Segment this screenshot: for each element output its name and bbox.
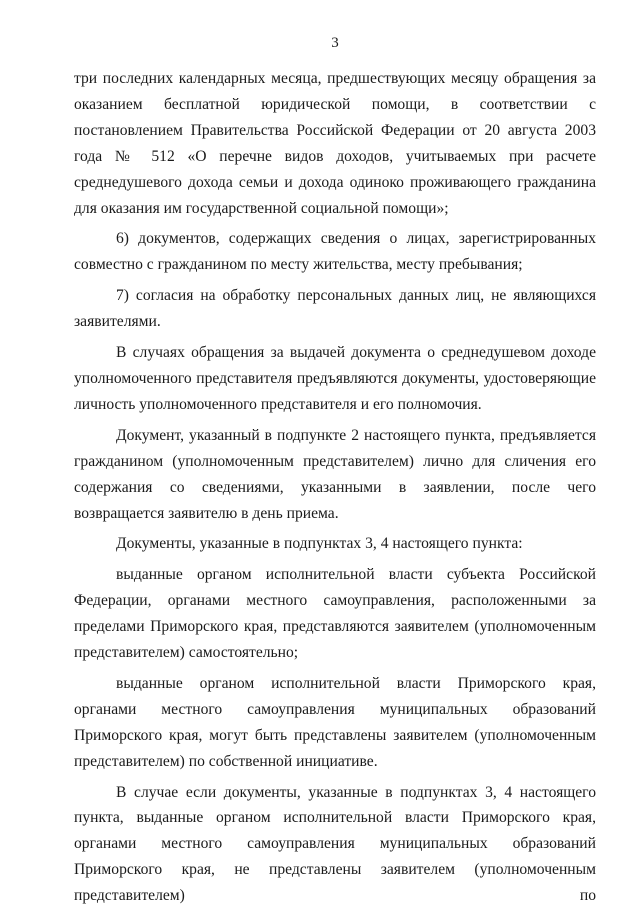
paragraph-income-period: три последних календарных месяца, предшествующих месяцу обращения за оказанием бесплатной юридической помощи, в соответствии с постановлением Правительства Российской Федерации от 20 августа 2003 года № 512 «О перечне видов доходов, учитываемых при расчете среднедушевого дохода семьи и дохода одиноко проживающего гражданина для оказания им государственной социальной помощи»;	[74, 70, 596, 217]
paragraph-item-7: 7) согласия на обработку персональных данных лиц, не являющихся заявителями.	[74, 287, 596, 331]
paragraph-item-6: 6) документов, содержащих сведения о лицах, зарегистрированных совместно с гражданином по месту жительства, месту пребывания;	[74, 230, 596, 274]
paragraph-not-submitted: В случае если документы, указанные в подпунктах 3, 4 настоящего пункта, выданные органом исполнительной власти Приморского края, органами местного самоуправления муниципальных образований Приморского края, не представлены заявителем (уполномоченным представителем) по	[74, 783, 596, 905]
paragraph-documents-subitems-3-4: Документы, указанные в подпунктах 3, 4 настоящего пункта:	[116, 535, 523, 553]
paragraph-issued-primorsky: выданные органом исполнительной власти Приморского края, органами местного самоуправления муниципальных образований Приморского края, могут быть представлены заявителем (уполномоченным представителем) по собственной инициативе.	[74, 674, 596, 770]
paragraph-issued-outside-region: выданные органом исполнительной власти субъекта Российской Федерации, органами местного самоуправления, расположенными за пределами Приморского края, представляются заявителем (уполномоченным представителем) самостоятельно;	[74, 566, 596, 662]
page-number: 3	[331, 35, 339, 51]
document-body	[74, 66, 596, 909]
paragraph-document-subitem-2: Документ, указанный в подпункте 2 настоящего пункта, предъявляется гражданином (уполномоченным представителем) лично для сличения его содержания со сведениями, указанными в заявлении, после чего возвращается заявителю в день приема.	[74, 426, 596, 522]
paragraph-representative-documents: В случаях обращения за выдачей документа о среднедушевом доходе уполномоченного представителя предъявляются документы, удостоверяющие личность уполномоченного представителя и его полномочия.	[74, 344, 596, 413]
